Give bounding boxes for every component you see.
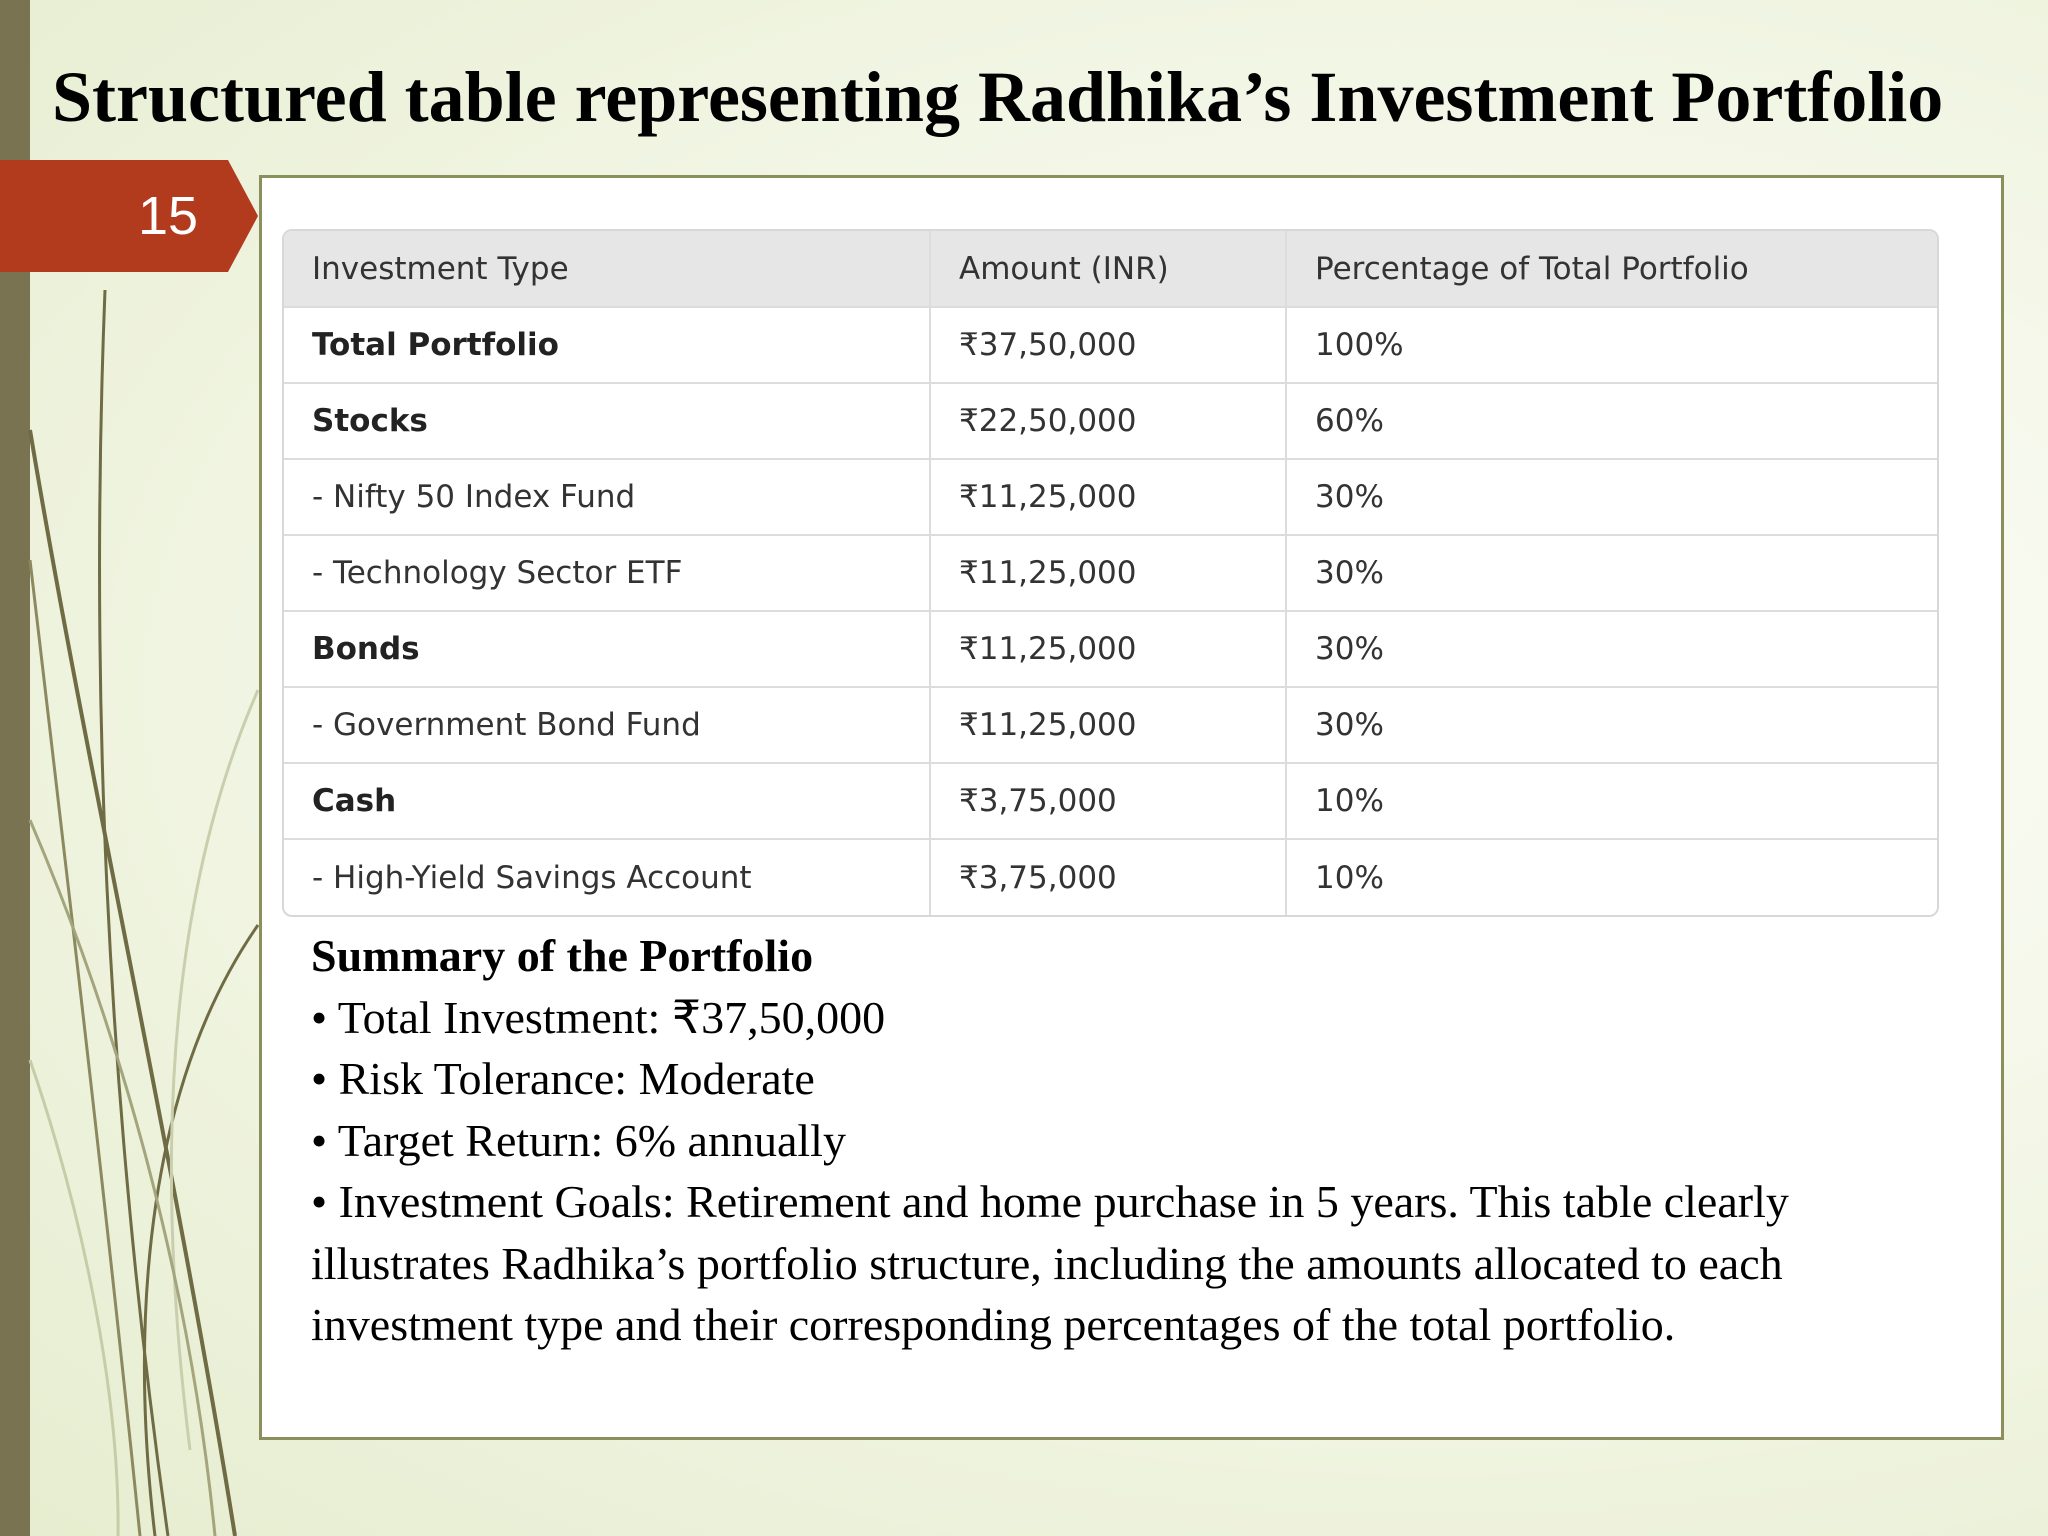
cell-amount: ₹11,25,000	[930, 687, 1286, 763]
page-number-tab	[0, 160, 258, 272]
cell-amount: ₹22,50,000	[930, 383, 1286, 459]
cell-percentage: 60%	[1286, 383, 1937, 459]
cell-amount: ₹11,25,000	[930, 535, 1286, 611]
table-row	[284, 763, 1937, 839]
header-amount: Amount (INR)	[930, 231, 1286, 307]
summary-bullet-target-return: • Target Return: 6% annually	[311, 1114, 846, 1166]
table-row	[284, 307, 1937, 383]
cell-percentage: 30%	[1286, 535, 1937, 611]
summary-title: Summary of the Portfolio	[311, 930, 814, 981]
summary-bullet-investment-goals: • Investment Goals: Retirement and home purchase in 5 years. This table clearly illustrates Radhika’s portfolio structure, including the amounts allocated to each investment type and their corresponding percentages of the total portfolio.	[311, 1176, 1789, 1350]
cell-amount: ₹3,75,000	[930, 839, 1286, 915]
cell-amount: ₹11,25,000	[930, 611, 1286, 687]
cell-investment-type: - Nifty 50 Index Fund	[284, 459, 930, 535]
page-number: 15	[138, 186, 199, 246]
cell-percentage: 10%	[1286, 839, 1937, 915]
cell-amount: ₹37,50,000	[930, 307, 1286, 383]
content-box	[259, 175, 2004, 1440]
cell-investment-type: Total Portfolio	[284, 307, 930, 383]
summary-bullet-risk-tolerance: • Risk Tolerance: Moderate	[311, 1053, 815, 1104]
cell-percentage: 30%	[1286, 459, 1937, 535]
table-row	[284, 611, 1937, 687]
portfolio-table	[284, 231, 1937, 915]
table-header-row	[284, 231, 1937, 307]
cell-amount: ₹11,25,000	[930, 459, 1286, 535]
table-row	[284, 383, 1937, 459]
table-row	[284, 459, 1937, 535]
portfolio-table-container	[282, 229, 1939, 917]
cell-percentage: 100%	[1286, 307, 1937, 383]
cell-percentage: 10%	[1286, 763, 1937, 839]
cell-percentage: 30%	[1286, 611, 1937, 687]
cell-investment-type: Cash	[284, 763, 930, 839]
cell-amount: ₹3,75,000	[930, 763, 1286, 839]
cell-investment-type: Bonds	[284, 611, 930, 687]
cell-investment-type: Stocks	[284, 383, 930, 459]
cell-investment-type: - Technology Sector ETF	[284, 535, 930, 611]
cell-percentage: 30%	[1286, 687, 1937, 763]
portfolio-summary	[311, 925, 1951, 1356]
header-investment-type: Investment Type	[284, 231, 930, 307]
table-row	[284, 839, 1937, 915]
header-percentage: Percentage of Total Portfolio	[1286, 231, 1937, 307]
cell-investment-type: - High-Yield Savings Account	[312, 859, 752, 896]
cell-investment-type: - Government Bond Fund	[284, 687, 930, 763]
table-row	[284, 687, 1937, 763]
slide-title: Structured table representing Radhika’s Investment Portfolio	[52, 57, 1944, 137]
summary-bullet-total-investment: • Total Investment: ₹37,50,000	[311, 991, 886, 1043]
table-row	[284, 535, 1937, 611]
